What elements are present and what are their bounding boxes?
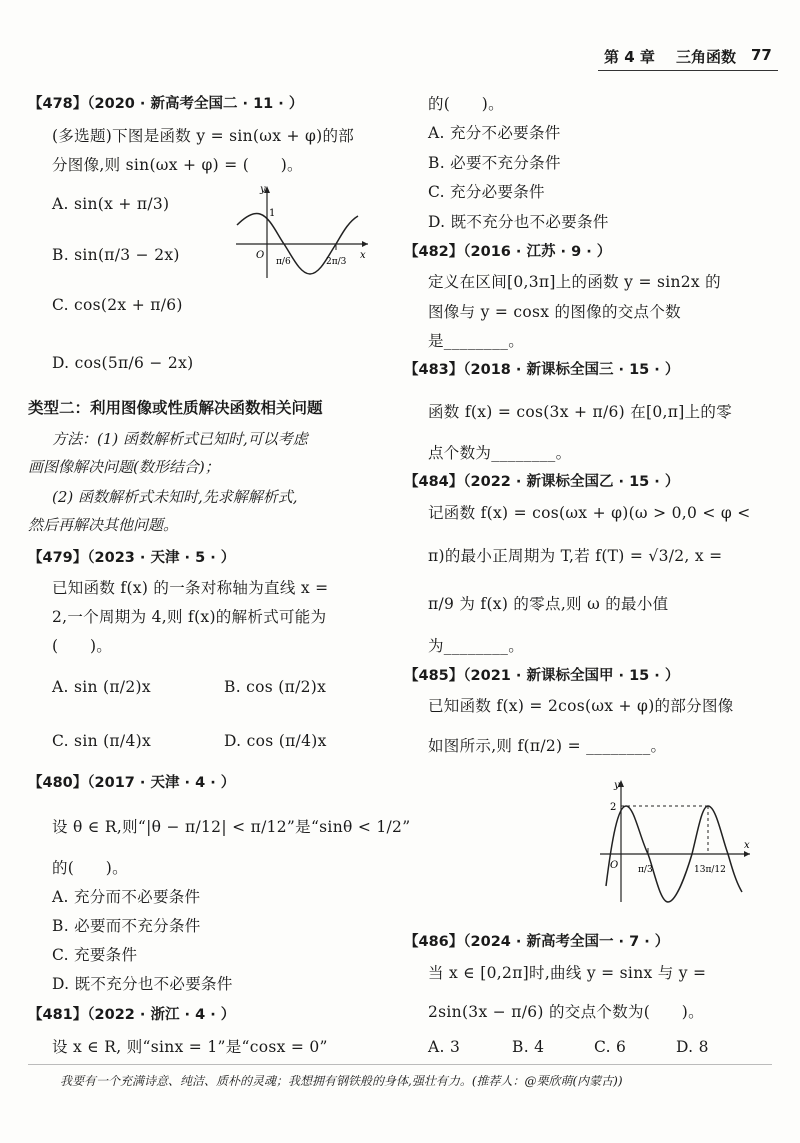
q478-y-label: y <box>260 184 266 195</box>
type2-method-line4: 然后再解决其他问题。 <box>28 516 179 534</box>
q486-stem-line1: 当 x ∈ [0,2π]时,曲线 y = sinx 与 y = <box>428 964 707 982</box>
q479-stem-line2: 2,一个周期为 4,则 f(x)的解析式可能为 <box>52 608 327 626</box>
q480-option-b: B. 必要而不充分条件 <box>52 917 201 935</box>
q478-option-b: B. sin(π/3 − 2x) <box>52 246 180 264</box>
q478-x-tick2: 2π/3 <box>326 257 347 267</box>
type2-method-line3: (2) 函数解析式未知时,先求解解析式, <box>52 488 298 506</box>
q486-heading: 【486】（2024 · 新高考全国一 · 7 · ） <box>404 934 670 950</box>
q480-option-d: D. 既不充分也不必要条件 <box>52 975 233 993</box>
q483-heading: 【483】（2018 · 新课标全国三 · 15 · ） <box>404 362 680 378</box>
q478-stem-line2: 分图像,则 sin(ωx + φ) = ( )。 <box>52 156 303 174</box>
q485-cosine-graph <box>596 778 756 906</box>
q480-option-a: A. 充分而不必要条件 <box>52 888 201 906</box>
q486-option-d: D. 8 <box>676 1038 709 1056</box>
chapter-title: 三角函数 <box>676 48 737 66</box>
q482-stem-line3: 是________。 <box>428 332 525 350</box>
q484-stem-line2: π)的最小正周期为 T,若 f(T) = √3/2, x = <box>428 547 723 565</box>
q478-sine-graph <box>232 184 372 280</box>
q484-stem-line1: 记函数 f(x) = cos(ωx + φ)(ω > 0,0 < φ < <box>428 504 751 522</box>
q484-stem-line3: π/9 为 f(x) 的零点,则 ω 的最小值 <box>428 595 669 613</box>
type2-method-line2: 画图像解决问题(数形结合)； <box>28 458 220 476</box>
q479-stem-line1: 已知函数 f(x) 的一条对称轴为直线 x = <box>52 579 329 597</box>
q481-stem-line1: 设 x ∈ R, 则“sinx = 1”是“cosx = 0” <box>52 1038 328 1056</box>
q478-option-a: A. sin(x + π/3) <box>52 195 170 213</box>
q485-y-tick: 2 <box>610 802 617 813</box>
q480-heading: 【480】（2017 · 天津 · 4 · ） <box>28 775 236 791</box>
q479-heading: 【479】（2023 · 天津 · 5 · ） <box>28 550 236 566</box>
q485-heading: 【485】（2021 · 新课标全国甲 · 15 · ） <box>404 668 680 684</box>
q478-x-label: x <box>360 250 366 261</box>
q478-y-tick: 1 <box>269 208 276 219</box>
type2-title: 类型二：利用图像或性质解决函数相关问题 <box>28 399 323 417</box>
q480-stem-line2: 的( )。 <box>52 859 128 877</box>
footer-quote: 我要有一个充满诗意、纯洁、质朴的灵魂；我想拥有钢铁般的身体,强壮有力。(推荐人：@栗欣萌(内蒙古)) <box>60 1074 623 1088</box>
q479-option-a: A. sin (π/2)x <box>52 678 151 696</box>
q484-heading: 【484】（2022 · 新课标全国乙 · 15 · ） <box>404 474 680 490</box>
q478-option-d: D. cos(5π/6 − 2x) <box>52 354 194 372</box>
q479-stem-line3: ( )。 <box>52 637 113 655</box>
q482-stem-line2: 图像与 y = cosx 的图像的交点个数 <box>428 303 681 321</box>
q478-stem-line1: (多选题)下图是函数 y = sin(ωx + φ)的部 <box>52 127 355 145</box>
chapter-label: 第 4 章 <box>604 48 655 66</box>
footer-rule <box>28 1064 772 1065</box>
q486-option-b: B. 4 <box>512 1038 545 1056</box>
q484-stem-line4: 为________。 <box>428 637 525 655</box>
q481-option-c: C. 充分必要条件 <box>428 183 545 201</box>
q480-option-c: C. 充要条件 <box>52 946 138 964</box>
header-rule <box>598 70 778 71</box>
q485-stem-line1: 已知函数 f(x) = 2cos(ωx + φ)的部分图像 <box>428 697 734 715</box>
type2-method-line1: 方法：(1) 函数解析式已知时,可以考虑 <box>52 430 308 448</box>
q485-origin: O <box>610 860 619 871</box>
q479-option-c: C. sin (π/4)x <box>52 732 151 750</box>
q485-x-tick1: π/3 <box>638 865 653 875</box>
q486-option-a: A. 3 <box>428 1038 461 1056</box>
q479-option-b: B. cos (π/2)x <box>224 678 327 696</box>
q482-heading: 【482】（2016 · 江苏 · 9 · ） <box>404 244 612 260</box>
page-number: 77 <box>751 46 772 64</box>
q480-stem-line1: 设 θ ∈ R,则“|θ − π/12| < π/12”是“sinθ < 1/2” <box>52 818 411 836</box>
q486-option-c: C. 6 <box>594 1038 627 1056</box>
q481-option-b: B. 必要不充分条件 <box>428 154 561 172</box>
q479-option-d: D. cos (π/4)x <box>224 732 327 750</box>
q478-heading: 【478】（2020 · 新高考全国二 · 11 · ） <box>28 96 304 112</box>
q478-x-tick1: π/6 <box>276 257 291 267</box>
q483-stem-line1: 函数 f(x) = cos(3x + π/6) 在[0,π]上的零 <box>428 403 733 421</box>
q478-option-c: C. cos(2x + π/6) <box>52 296 183 314</box>
q483-stem-line2: 点个数为________。 <box>428 444 572 462</box>
q486-stem-line2: 2sin(3x − π/6) 的交点个数为( )。 <box>428 1003 704 1021</box>
q481-option-d: D. 既不充分也不必要条件 <box>428 213 609 231</box>
q485-stem-line2: 如图所示,则 f(π/2) = ________。 <box>428 737 667 755</box>
q482-stem-line1: 定义在区间[0,3π]上的函数 y = sin2x 的 <box>428 273 721 291</box>
q485-x-label: x <box>744 840 750 851</box>
q481-option-a: A. 充分不必要条件 <box>428 124 561 142</box>
q485-x-tick2: 13π/12 <box>694 865 726 875</box>
q478-origin: O <box>256 250 265 261</box>
q481-stem-cont: 的( )。 <box>428 95 504 113</box>
q485-y-label: y <box>614 780 620 791</box>
q481-heading: 【481】（2022 · 浙江 · 4 · ） <box>28 1007 236 1023</box>
